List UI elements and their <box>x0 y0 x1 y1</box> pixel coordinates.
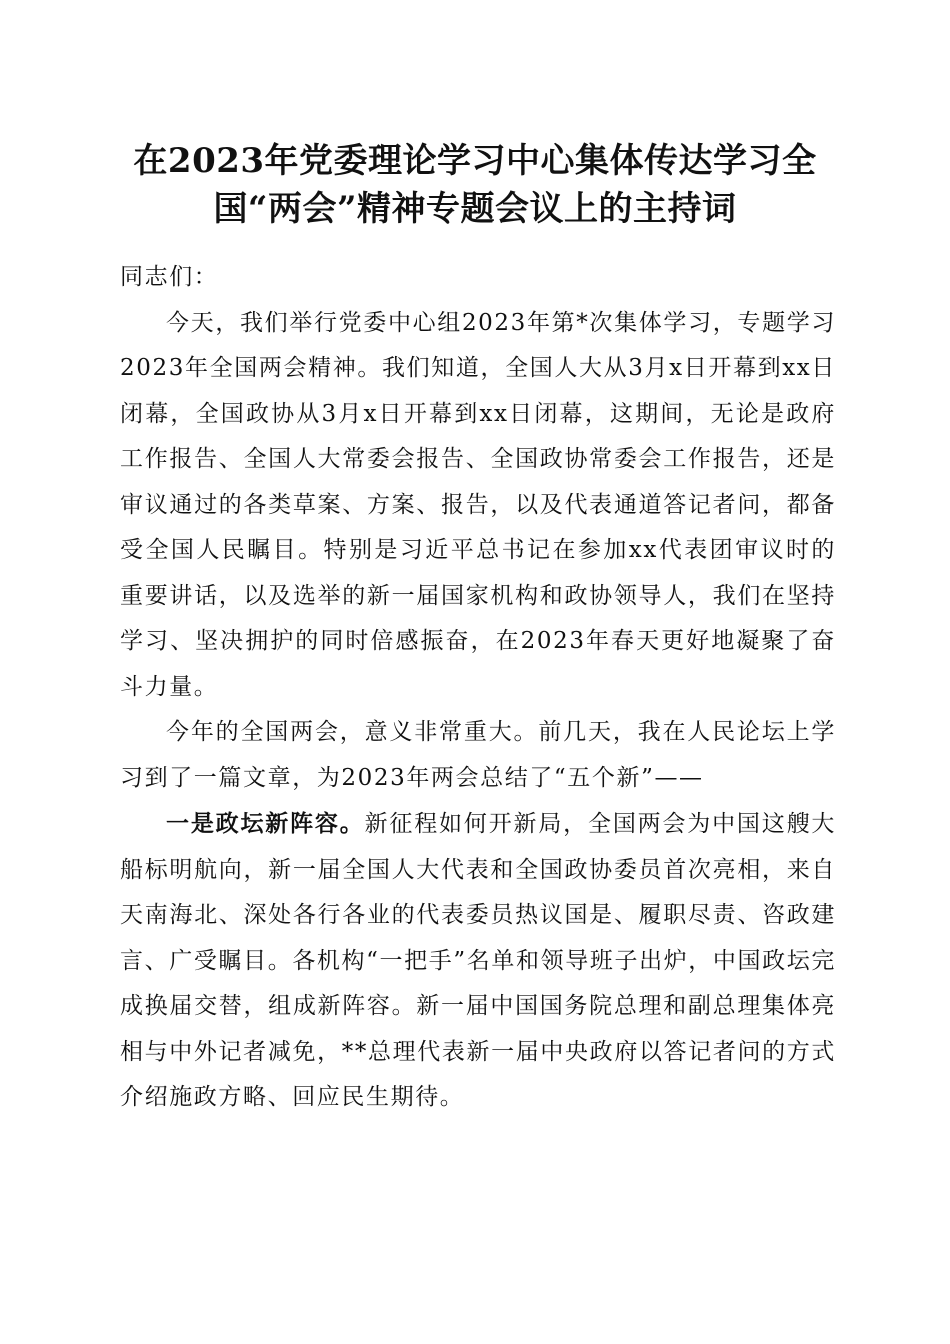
point-one-heading: 一是政坛新阵容。 <box>166 810 365 837</box>
document-body <box>120 255 836 1121</box>
paragraph-intro <box>120 301 836 711</box>
paragraph-significance <box>120 710 836 801</box>
title-line-1: 在2023年党委理论学习中心集体传达学习全 <box>133 141 817 181</box>
salutation: 同志们： <box>120 264 219 290</box>
document-title <box>110 137 840 233</box>
paragraph-intro-text: 今天，我们举行党委中心组2023年第*次集体学习，专题学习2023年全国两会精神。我们知道，全国人大从3月x日开幕到xx日闭幕，全国政协从3月x日开幕到xx日闭幕，这期间，无论是政府工作报告、全国人大常委会报告、全国政协常委会工作报告，还是审议通过的各类草案、方案、报告，以及代表通道答记者问，都备受全国人民瞩目。特别是习近平总书记在参加xx代表团审议时的重要讲话，以及选举的新一届国家机构和政协领导人，我们在坚持学习、坚决拥护的同时倍感振奋，在2023年春天更好地凝聚了奋斗力量。 <box>120 309 836 700</box>
point-one-text: 新征程如何开新局，全国两会为中国这艘大船标明航向，新一届全国人大代表和全国政协委员首次亮相，来自天南海北、深处各行各业的代表委员热议国是、履职尽责、咨政建言、广受瞩目。各机构“一把手”名单和领导班子出炉，中国政坛完成换届交替，组成新阵容。新一届中国国务院总理和副总理集体亮相与中外记者减免，**总理代表新一届中央政府以答记者问的方式介绍施政方略、回应民生期待。 <box>120 811 836 1110</box>
title-line-2: 国“两会”精神专题会议上的主持词 <box>213 189 737 229</box>
paragraph-point-one <box>120 801 836 1121</box>
paragraph-significance-text: 今年的全国两会，意义非常重大。前几天，我在人民论坛上学习到了一篇文章，为2023年两会总结了“五个新”—— <box>120 719 836 791</box>
